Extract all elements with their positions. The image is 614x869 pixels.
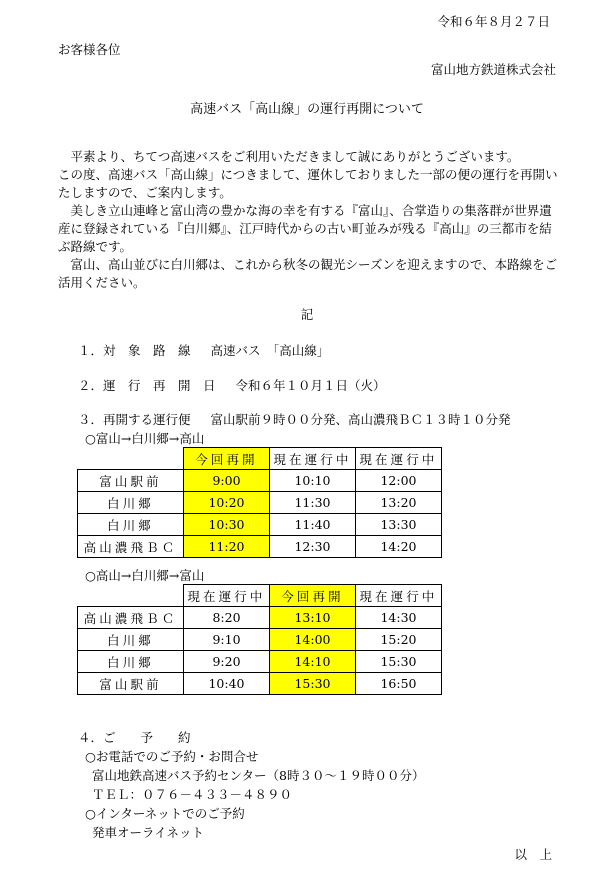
timetable-route-heading: ○高山→白川郷→富山 <box>85 568 205 583</box>
time-cell: 14:30 <box>356 607 442 629</box>
table-corner <box>78 585 184 607</box>
internet-reservation-title: ○インターネットでのご予約 <box>85 806 245 821</box>
stop-name: 白川郷 <box>78 629 184 651</box>
time-cell: 11:30 <box>270 492 356 514</box>
table-header-row <box>78 585 442 607</box>
timetable-route-heading: ○富山→白川郷→高山 <box>85 431 205 446</box>
time-cell: 11:20 <box>184 536 270 558</box>
time-cell: 12:00 <box>356 470 442 492</box>
item-value: 富山駅前９時００分発、高山濃飛ＢＣ１３時１０分発 <box>210 412 511 427</box>
addressee: お客様各位 <box>58 42 121 57</box>
table-row <box>78 514 442 536</box>
internet-reservation-site: 発車オーライネット <box>92 825 205 840</box>
closing-mark: 以 上 <box>514 847 552 862</box>
table-row <box>78 651 442 673</box>
time-cell: 15:20 <box>356 629 442 651</box>
item-number: ４． <box>78 730 104 745</box>
time-cell: 10:20 <box>184 492 270 514</box>
body-paragraph: 美しき立山連峰と富山湾の豊かな海の幸を有する『富山』、合掌造りの集落群が世界遺産に登録されている『白川郷』、江戸時代からの古い町並みが残る『高山』の三都市を結ぶ路線です。 <box>58 203 552 254</box>
time-cell: 14:00 <box>270 629 356 651</box>
item-number: ２． <box>78 378 104 393</box>
sender-company: 富山地方鉄道株式会社 <box>430 62 556 77</box>
time-cell: 13:20 <box>356 492 442 514</box>
time-cell: 14:10 <box>270 651 356 673</box>
time-cell: 14:20 <box>356 536 442 558</box>
reservation-section <box>78 728 424 842</box>
phone-reservation-title: ○お電話でのご予約・お問合せ <box>85 749 259 764</box>
stop-name: 高山濃飛ＢＣ <box>78 607 184 629</box>
time-cell: 12:30 <box>270 536 356 558</box>
table-row <box>78 629 442 651</box>
body-text <box>58 148 560 292</box>
item-value: 高速バス 「高山線」 <box>210 343 330 358</box>
time-cell: 9:10 <box>184 629 270 651</box>
time-cell: 16:50 <box>356 673 442 695</box>
timetable-inbound <box>77 584 442 695</box>
item-label: 運 行 再 開 日 <box>103 378 216 393</box>
reservation-heading <box>78 728 424 747</box>
document-title: 高速バス「高山線」の運行再開について <box>190 102 424 117</box>
column-header: 現在運行中 <box>356 585 442 607</box>
time-cell: 15:30 <box>356 651 442 673</box>
reservation-center: 富山地鉄高速バス予約センター（8時３０～１９時００分） <box>92 768 425 783</box>
stop-name: 富山駅前 <box>78 673 184 695</box>
body-paragraph: 平素より、ちてつ高速バスをご利用いただきまして誠にありがとうございます。 <box>58 149 520 164</box>
column-header: 今回再開 <box>270 585 356 607</box>
time-cell: 10:30 <box>184 514 270 536</box>
stop-name: 富山駅前 <box>78 470 184 492</box>
table-row <box>78 470 442 492</box>
time-cell: 10:10 <box>270 470 356 492</box>
item-label: 対 象 路 線 <box>103 343 191 358</box>
item-value: 令和６年１０月１日（火） <box>235 378 386 393</box>
time-cell: 9:20 <box>184 651 270 673</box>
item-label: ご 予 約 <box>103 730 191 745</box>
table-corner <box>78 448 184 470</box>
time-cell: 13:30 <box>356 514 442 536</box>
column-header: 現在運行中 <box>356 448 442 470</box>
column-header: 現在運行中 <box>270 448 356 470</box>
time-cell: 9:00 <box>184 470 270 492</box>
item-number: １． <box>78 343 104 358</box>
time-cell: 11:40 <box>270 514 356 536</box>
time-cell: 13:10 <box>270 607 356 629</box>
table-row <box>78 492 442 514</box>
timetable-outbound <box>77 447 442 558</box>
body-paragraph: この度、高速バス「高山線」につきまして、運休しておりました一部の便の運行を再開いたしますので、ご案内します。 <box>58 167 558 200</box>
time-cell: 15:30 <box>270 673 356 695</box>
column-header: 今回再開 <box>184 448 270 470</box>
item-label: 再開する運行便 <box>103 412 191 427</box>
time-cell: 10:40 <box>184 673 270 695</box>
table-header-row <box>78 448 442 470</box>
document-date: 令和６年８月２７日 <box>437 14 550 29</box>
column-header: 現在運行中 <box>184 585 270 607</box>
time-cell: 8:20 <box>184 607 270 629</box>
item-resume-date <box>78 376 386 394</box>
item-resumed-services <box>78 410 511 428</box>
ki-heading: 記 <box>300 307 314 322</box>
item-route <box>78 341 329 359</box>
table-row <box>78 536 442 558</box>
stop-name: 白川郷 <box>78 514 184 536</box>
table-row <box>78 607 442 629</box>
stop-name: 白川郷 <box>78 492 184 514</box>
stop-name: 高山濃飛ＢＣ <box>78 536 184 558</box>
table-row <box>78 673 442 695</box>
body-paragraph: 富山、高山並びに白川郷は、これから秋冬の観光シーズンを迎えますので、本路線をご活用ください。 <box>58 257 558 290</box>
item-number: ３． <box>78 412 104 427</box>
stop-name: 白川郷 <box>78 651 184 673</box>
phone-number: ＴＥＬ：０７６－４３３－４８９０ <box>92 787 293 802</box>
